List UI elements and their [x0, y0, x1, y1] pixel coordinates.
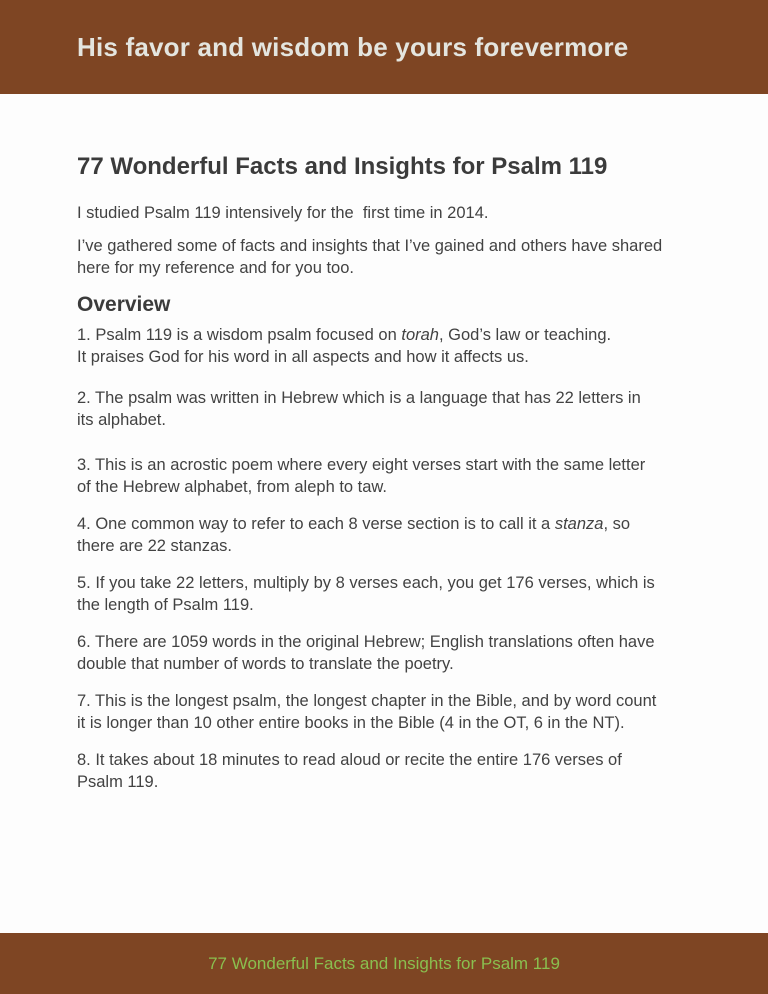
fact-paragraph: 1. Psalm 119 is a wisdom psalm focused on torah, God’s law or teaching. It praises God for his word in all aspects and how it affects us.: [77, 326, 612, 366]
fact-paragraph: 5. If you take 22 letters, multiply by 8 verses each, you get 176 verses, which is the length of Psalm 119.: [77, 574, 655, 614]
fact-paragraph: 4. One common way to refer to each 8 verse section is to call it a stanza, so there are 22 stanzas.: [77, 515, 631, 555]
intro-paragraphs: [77, 202, 698, 279]
article: [0, 152, 768, 793]
header-title: His favor and wisdom be yours forevermore: [77, 31, 629, 62]
section-heading: Overview: [77, 293, 171, 316]
fact-paragraph: 7. This is the longest psalm, the longest chapter in the Bible, and by word count it is longer than 10 other entire books in the Bible (4 in the OT, 6 in the NT).: [77, 692, 657, 732]
intro-paragraph: I studied Psalm 119 intensively for the first time in 2014.: [77, 204, 489, 222]
facts-list: [77, 324, 698, 793]
intro-paragraph: I’ve gathered some of facts and insights that I’ve gained and others have shared here for my reference and for you too.: [77, 237, 663, 277]
page-footer: [0, 933, 768, 994]
fact-paragraph: 3. This is an acrostic poem where every eight verses start with the same letter of the Hebrew alphabet, from aleph to taw.: [77, 456, 646, 496]
fact-paragraph: 2. The psalm was written in Hebrew which is a language that has 22 letters in its alphabet.: [77, 389, 641, 429]
fact-paragraph: 6. There are 1059 words in the original Hebrew; English translations often have double that number of words to translate the poetry.: [77, 633, 655, 673]
footer-title: 77 Wonderful Facts and Insights for Psalm 119: [208, 953, 560, 973]
page-header: [0, 0, 768, 94]
page-title: 77 Wonderful Facts and Insights for Psalm 119: [77, 153, 608, 180]
fact-paragraph: 8. It takes about 18 minutes to read aloud or recite the entire 176 verses of Psalm 119.: [77, 751, 622, 791]
